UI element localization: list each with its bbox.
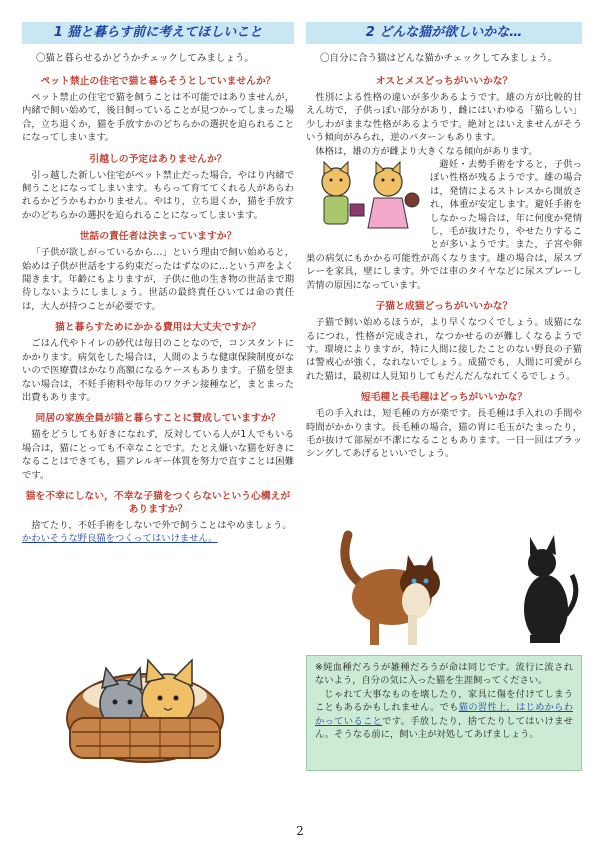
- section-1-header: 1 猫と暮らす前に考えてほしいこと: [22, 22, 294, 44]
- stray-warning-line: [22, 532, 294, 545]
- note-link[interactable]: 猫の習性上，はじめからわかっていること: [315, 702, 573, 727]
- paragraph: 「子供が欲しがっているから…」という理由で飼い始めると，始めは子供が世話をする約束だったはずなのに…という声をよく聞きます。年齢にもよりますが，子供に他の生き物の世話まで期待しないようにしましょう。世話の最終責任ひいては命の責任は，大人が持つことが必要です。: [22, 247, 294, 312]
- note-text: じゃれて大事なものを壊したり，家具に傷を付けてしまうこともあるかもしれません。でも: [315, 688, 573, 714]
- page-number: 2: [296, 824, 304, 838]
- paragraph: ごはん代やトイレの砂代は毎日のことなので，コンスタントにかかります。病気をした場合は，人間のような健康保険制度がないので医療費はかなり高額になるケースもあります。子猫を望まない場合は，不妊手術料や毎年のワクチン接種など，まとまった出費もあります。: [22, 338, 294, 403]
- note-paragraph-1: ※純血種だろうが雑種だろうが命は同じです。流行に流されないよう，自分の気に入った猫を生涯飼ってください。: [315, 662, 573, 687]
- paragraph: 避妊・去勢手術をすると，子供っぽい性格が残るようです。雄の場合は，発情によるストレスから開放され，体重が安定します。避妊手術をしなかった場合は，年に何度か発情し，毛が抜けたり，やせたりすることが多いようです。また，子宮や卵巣の病気にもかかる可能性が高くなります。雄の場合は，尿スプレーを家具，壁にします。外では車のタイヤなどに尿スプレーし苦情の原因になっています。: [306, 159, 582, 291]
- note-paragraph-2: [315, 688, 573, 742]
- note-text: です。手放したり，捨てたりしてはいけません。そうなる前に，飼い主が対処してあげましょう。: [315, 715, 573, 741]
- paragraph: ペット禁止の住宅で猫を飼うことは不可能ではありませんが，内緒で飼い始めて，後日飼っていることが見つかってしまった場合，立ち退くか，猫を手放すかのどちらかの選択を迫られることになってしまいます。: [22, 92, 294, 144]
- topic-caretaker: 世話の責任者は決まっていますか？: [79, 231, 237, 243]
- paragraph: 体格は，雄の方が雌より大きくなる傾向があります。: [315, 145, 538, 157]
- section-1-intro: 〇猫と暮らせるかどうかチェックしてみましょう。: [36, 53, 254, 64]
- longhair-and-shorthair-cats-image: [320, 525, 590, 650]
- paragraph: 子猫で飼い始めるほうが，より早くなつくでしょう。成猫になるにつれ，性格が完成され，なつかせるのが難しくなるようです。環境によりますが，特に人間に接したことのない野良の子猫は警戒心が強く，なれないでしょう。成猫でも，人間に可愛がられた猫は，最初は人見知りしてもだんだんなれてくるでしょう。: [306, 317, 582, 382]
- cats-in-basket-illustration: [60, 656, 230, 766]
- stray-warning-link[interactable]: かわいそうな野良猫をつくってはいけません。: [22, 533, 218, 545]
- paragraph: 性別による性格の違いが多少あるようです。雄の方が比較的甘えん坊で，子供っぽい部分があり，雌にはいわゆる「猫らしい」少しわがままな性格があるようです。絶対とはいえませんがそういう傾向がみられ，逆のパターンもあります。: [306, 92, 582, 144]
- topic-moving: 引越しの予定はありませんか？: [89, 153, 227, 165]
- topic-kitten-adult: 子猫と成猫どっちがいいかな？: [375, 301, 513, 313]
- topic-cost: 猫と暮らすためにかかる費用は大丈夫ですか？: [55, 322, 261, 334]
- topic-family-consent: 同居の家族全員が猫と暮らすことに賛成していますか？: [35, 413, 281, 425]
- note-box: [306, 655, 582, 771]
- topic-responsibility: 猫を不幸にしない，不幸な子猫をつくらないという心構えがありますか？: [25, 490, 291, 515]
- paragraph: 毛の手入れは，短毛種の方が楽です。長毛種は手入れの手間や時間がかかります。長毛種の場合，猫の胃に毛玉がたまったり，毛が抜けて部屋が不潔になることもあります。一日一回はブラッシングしてあげるといいでしょう。: [306, 408, 582, 460]
- right-column: [306, 0, 582, 461]
- left-column: [22, 0, 294, 546]
- topic-pet-ban: ペット禁止の住宅で猫と暮らそうとしていませんか？: [40, 76, 276, 87]
- section-2-intro: 〇自分に合う猫はどんな猫かチェックしてみましょう。: [320, 53, 558, 64]
- paragraph: 捨てたり，不妊手術をしないで外で飼うことはやめましょう。: [31, 519, 292, 531]
- section-2-header: 2 どんな猫が欲しいかな…: [306, 22, 582, 44]
- cat-couple-illustration: [306, 160, 424, 240]
- topic-short-long-hair: 短毛種と長毛種はどっちがいいかな？: [360, 392, 528, 404]
- paragraph: 猫をどうしても好きになれず，反対している人が1人でもいる場合は，猫にとっても不幸なことです。たとえ嫌いな猫を好きになることはできても，猫アレルギー体質を努力で直すことは困難です。: [22, 429, 294, 481]
- paragraph: 引っ越した新しい住宅がペット禁止だった場合，やはり内緒で飼うことになってしまいます。もらって育ててくれる人があらわれるかどうかもわかりません。やはり，立ち退くか，猫を手放すかのどちらかの選択を迫られることになってしまいます。: [22, 169, 294, 221]
- topic-male-female: オスとメスどっちがいいかな？: [375, 76, 513, 87]
